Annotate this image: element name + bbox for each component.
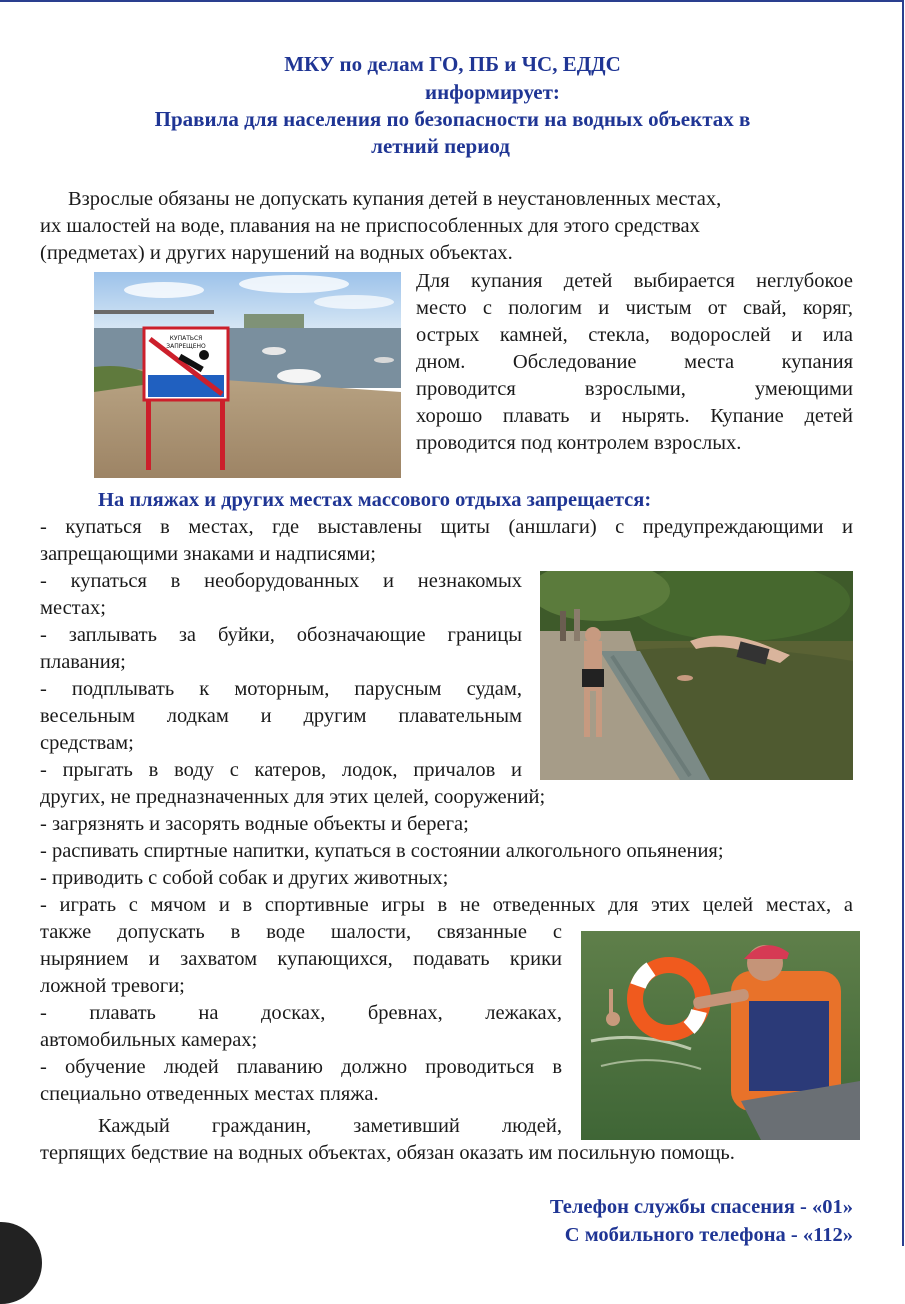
rule-line: запрещающими знаками и надписями;: [40, 543, 376, 565]
rescuer-photo: [581, 931, 860, 1140]
mobile-phone: С мобильного телефона - «112»: [564, 1224, 853, 1246]
rule-line: - приводить с собой собак и других животных;: [40, 867, 449, 889]
rule-line: - подплывать к моторным, парусным судам,: [40, 678, 522, 700]
rescue-phone: Телефон службы спасения - «01»: [549, 1196, 853, 1218]
closing-line-2: терпящих бедствие на водных объектах, обязан оказать им посильную помощь.: [40, 1142, 735, 1164]
rule-line: - распивать спиртные напитки, купаться в состоянии алкогольного опьянения;: [40, 840, 724, 862]
rule-line: специально отведенных местах пляжа.: [40, 1083, 379, 1105]
rule-line: нырянием и захватом купающихся, подавать крики: [40, 948, 562, 970]
diving-photo: [540, 571, 853, 780]
rule-line: - заплывать за буйки, обозначающие границы: [40, 624, 522, 646]
closing-line-1: Каждый гражданин, заметивший людей,: [98, 1115, 562, 1137]
org-title: МКУ по делам ГО, ПБ и ЧС, ЕДДС: [284, 52, 621, 76]
rules-title: Правила для населения по безопасности на водных объектах в: [154, 107, 751, 131]
rule-line: других, не предназначенных для этих целей, сооружений;: [40, 786, 546, 808]
prohibited-heading: На пляжах и других местах массового отдыха запрещается:: [98, 489, 652, 511]
rule-line: ложной тревоги;: [40, 975, 185, 997]
rule-line: - плавать на досках, бревнах, лежаках,: [40, 1002, 562, 1024]
children-bathing-4: дном. Обследование места купания: [416, 351, 853, 373]
sign-text: КУПАТЬСЯ: [169, 335, 203, 342]
rule-line: - обучение людей плаванию должно проводиться в: [40, 1056, 562, 1078]
rule-line: - загрязнять и засорять водные объекты и берега;: [40, 813, 469, 835]
children-bathing-2: место с пологим и чистым от свай, коряг,: [416, 297, 853, 319]
children-bathing-7: проводится под контролем взрослых.: [416, 432, 742, 454]
rule-line: также допускать в воде шалости, связанные с: [40, 921, 562, 943]
beach-sign-photo: [94, 272, 401, 478]
children-bathing-3: острых камней, стекла, водорослей и ила: [416, 324, 853, 346]
rule-line: - прыгать в воду с катеров, лодок, причалов и: [40, 759, 522, 781]
rules-title-cont: летний период: [371, 134, 510, 158]
rule-line: местах;: [40, 597, 106, 619]
rule-line: автомобильных камерах;: [40, 1029, 258, 1051]
rule-line: - купаться в местах, где выставлены щиты (аншлаги) с предупреждающими и: [40, 516, 853, 538]
rule-line: - купаться в необорудованных и незнакомых: [40, 570, 522, 592]
rule-line: плавания;: [40, 651, 126, 673]
rule-line: средствам;: [40, 732, 134, 754]
sign-text-2: ЗАПРЕЩЕНО: [166, 343, 206, 350]
rule-line: - играть с мячом и в спортивные игры в не отведенных для этих целей местах, а: [40, 894, 853, 916]
intro-line-2: их шалостей на воде, плавания на не приспособленных для этого средствах: [40, 215, 700, 237]
intro-line-3: (предметах) и других нарушений на водных объектах.: [40, 242, 513, 264]
rule-line: весельным лодкам и другим плавательным: [40, 705, 522, 727]
informs-title: информирует:: [425, 80, 560, 104]
children-bathing-5: проводится взрослыми, умеющими: [416, 378, 853, 400]
children-bathing-1: Для купания детей выбирается неглубокое: [416, 270, 853, 292]
children-bathing-6: хорошо плавать и нырять. Купание детей: [416, 405, 853, 427]
intro-line-1: Взрослые обязаны не допускать купания детей в неустановленных местах,: [68, 188, 722, 210]
